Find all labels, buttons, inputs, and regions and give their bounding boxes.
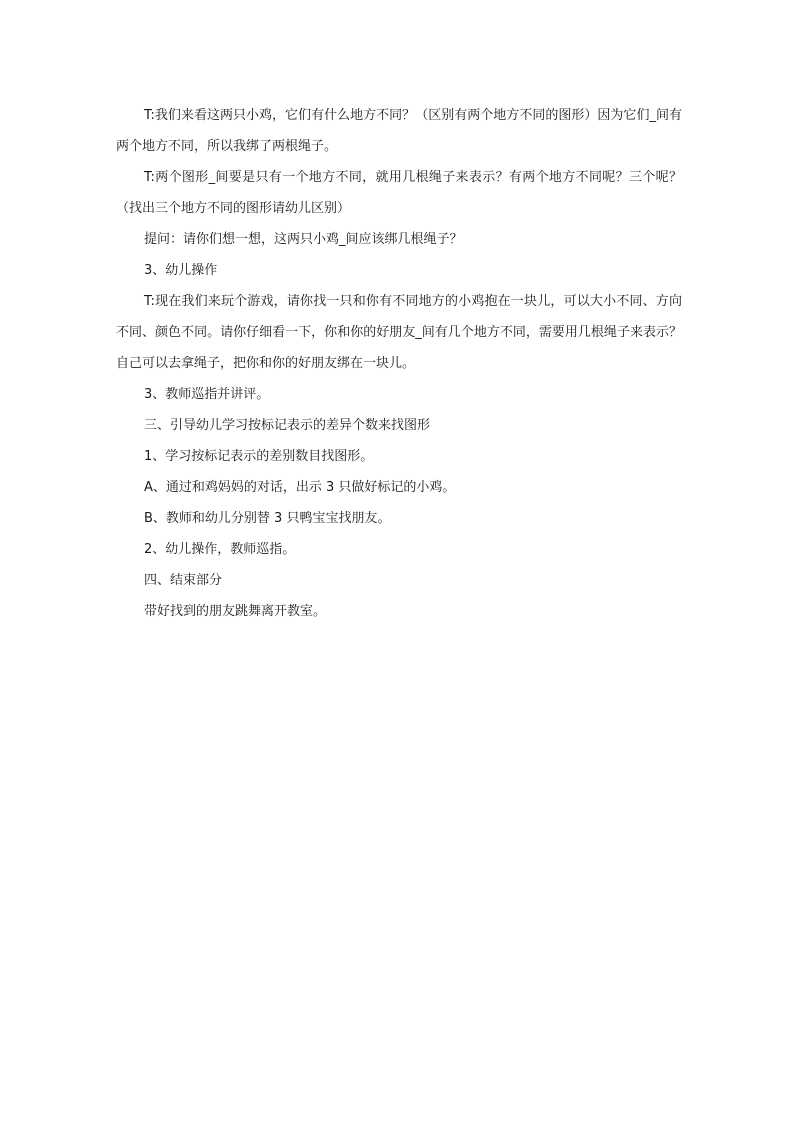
- section-heading-3: 三、引导幼儿学习按标记表示的差异个数来找图形: [144, 418, 431, 433]
- document-body: [116, 100, 682, 627]
- section-heading-4: 四、结束部分: [144, 573, 223, 588]
- paragraph-2: T:两个图形_间要是只有一个地方不同，就用几根绳子来表示？有两个地方不同呢？三个呢？（找出三个地方不同的图形请幼儿区别）: [116, 170, 682, 216]
- paragraph-1: T:我们来看这两只小鸡，它们有什么地方不同？（区别有两个地方不同的图形）因为它们_间有两个地方不同，所以我绑了两根绳子。: [116, 108, 682, 154]
- paragraph-13: 带好找到的朋友跳舞离开教室。: [144, 604, 327, 619]
- section-heading-3-child-operation: 3、幼儿操作: [144, 263, 218, 278]
- paragraph-11: 2、幼儿操作，教师巡指。: [144, 542, 296, 557]
- paragraph-3: 提问：请你们想一想，这两只小鸡_间应该绑几根绳子？: [144, 232, 463, 247]
- paragraph-5: T:现在我们来玩个游戏，请你找一只和你有不同地方的小鸡抱在一块儿，可以大小不同、方向不同、颜色不同。请你仔细看一下，你和你的好朋友_间有几个地方不同，需要用几根绳子来表示？自己可以去拿绳子，把你和你的好朋友绑在一块儿。: [116, 294, 682, 371]
- paragraph-6: 3、教师巡指并讲评。: [144, 387, 270, 402]
- paragraph-8: 1、学习按标记表示的差别数目找图形。: [144, 449, 374, 464]
- paragraph-9: A、通过和鸡妈妈的对话，出示 3 只做好标记的小鸡。: [144, 480, 456, 495]
- paragraph-10: B、教师和幼儿分别替 3 只鸭宝宝找朋友。: [144, 511, 391, 526]
